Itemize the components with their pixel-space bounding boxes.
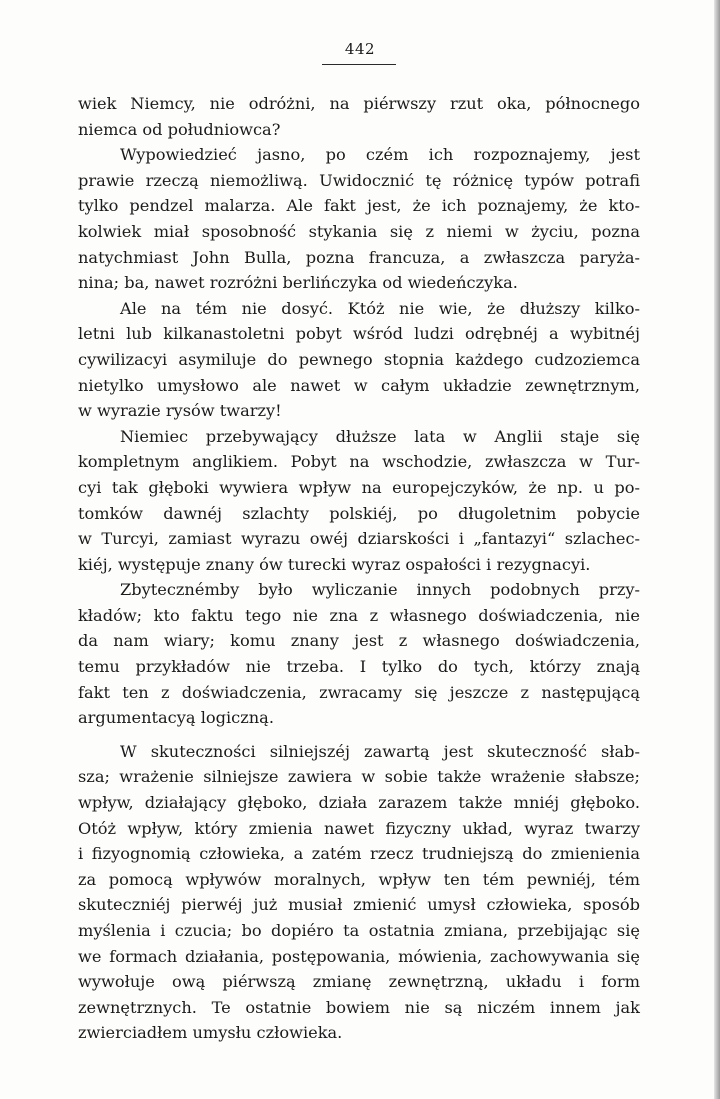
paragraph-6 xyxy=(78,739,640,1046)
text-line: Zbytecznémby było wyliczanie innych podobnych przy- xyxy=(120,580,640,600)
text-line: letni lub kilkanastoletni pobyt wśród ludzi odrębnéj a wybitnéj xyxy=(78,324,640,344)
text-line: we formach działania, postępowania, mówienia, zachowywania się xyxy=(78,946,640,966)
paragraph-1 xyxy=(78,91,640,142)
text-line: nina; ba, nawet rozróżni berlińczyka od wiedeńczyka. xyxy=(78,273,518,293)
text-line: temu przykładów nie trzeba. I tylko do tych, którzy znają xyxy=(78,657,640,677)
text-line: cywilizacyi asymiluje do pewnego stopnia każdego cudzoziemca xyxy=(78,349,640,369)
text-line: natychmiast John Bulla, pozna francuza, a zwłaszcza paryża- xyxy=(78,247,640,267)
text-line: sza; wrażenie silniejsze zawiera w sobie także wrażenie słabsze; xyxy=(78,767,640,787)
paragraph-spacer xyxy=(78,731,640,739)
text-line: wpływ, działający głęboko, działa zarazem także mniéj głęboko. xyxy=(78,793,640,813)
text-line: kiéj, występuje znany ów turecki wyraz ospałości i rezygnacyi. xyxy=(78,554,591,574)
text-line: za pomocą wpływów moralnych, wpływ ten tém pewniéj, tém xyxy=(78,869,640,889)
page-number: 442 xyxy=(344,40,376,58)
text-line: Wypowiedzieć jasno, po czém ich rozpoznajemy, jest xyxy=(120,145,640,165)
page-number-rule xyxy=(322,64,396,65)
text-line: prawie rzeczą niemożliwą. Uwidocznić tę różnicę typów potrafi xyxy=(78,170,640,190)
paragraph-5 xyxy=(78,577,640,731)
text-line: zwierciadłem umysłu człowieka. xyxy=(78,1023,343,1043)
paragraph-4 xyxy=(78,424,640,578)
body-text xyxy=(78,91,640,1046)
text-line: argumentacyą logiczną. xyxy=(78,708,274,728)
text-line: da nam wiary; komu znany jest z własnego doświadczenia, xyxy=(78,631,640,651)
text-line: nietylko umysłowo ale nawet w całym układzie zewnętrznym, xyxy=(78,375,640,395)
paragraph-2 xyxy=(78,142,640,296)
text-line: wiek Niemcy, nie odróżni, na piérwszy rzut oka, północnego xyxy=(78,94,640,113)
paragraph-3 xyxy=(78,296,640,424)
text-line: cyi tak głęboki wywiera wpływ na europejczyków, że np. u po- xyxy=(78,477,640,497)
text-line: kładów; kto faktu tego nie zna z własnego doświadczenia, nie xyxy=(78,605,640,625)
text-line: wywołuje ową piérwszą zmianę zewnętrzną, układu i form xyxy=(78,972,640,992)
text-line: W skuteczności silniejszéj zawartą jest skuteczność słab- xyxy=(120,741,640,761)
text-line: kompletnym anglikiem. Pobyt na wschodzie, zwłaszcza w Tur- xyxy=(78,452,640,472)
text-line: w Turcyi, zamiast wyrazu owéj dziarskości i „fantazyi“ szlachec- xyxy=(78,529,640,549)
text-line: w wyrazie rysów twarzy! xyxy=(78,401,282,421)
text-line: tylko pendzel malarza. Ale fakt jest, że ich poznajemy, że kto- xyxy=(78,196,640,216)
text-line: Otóż wpływ, który zmienia nawet fizyczny układ, wyraz twarzy xyxy=(78,818,640,838)
text-line: Niemiec przebywający dłuższe lata w Anglii staje się xyxy=(120,426,640,446)
text-line: fakt ten z doświadczenia, zwracamy się jeszcze z następującą xyxy=(78,682,640,702)
text-line: skuteczniéj pierwéj już musiał zmienić umysł człowieka, sposób xyxy=(78,895,640,915)
text-line: tomków dawnéj szlachty polskiéj, po długoletnim pobycie xyxy=(78,503,640,523)
text-line: i fizyognomią człowieka, a zatém rzecz trudniejszą do zmienienia xyxy=(78,844,640,864)
page-edge-shadow xyxy=(714,0,720,1099)
text-line: niemca od południowca? xyxy=(78,119,281,139)
text-line: Ale na tém nie dosyć. Któż nie wie, że dłuższy kilko- xyxy=(120,298,640,318)
text-line: kolwiek miał sposobność stykania się z niemi w życiu, pozna xyxy=(78,221,640,241)
text-line: zewnętrznych. Te ostatnie bowiem nie są niczém innem jak xyxy=(78,997,640,1017)
text-line: myślenia i czucia; bo dopiéro ta ostatnia zmiana, przebijając się xyxy=(78,921,640,940)
